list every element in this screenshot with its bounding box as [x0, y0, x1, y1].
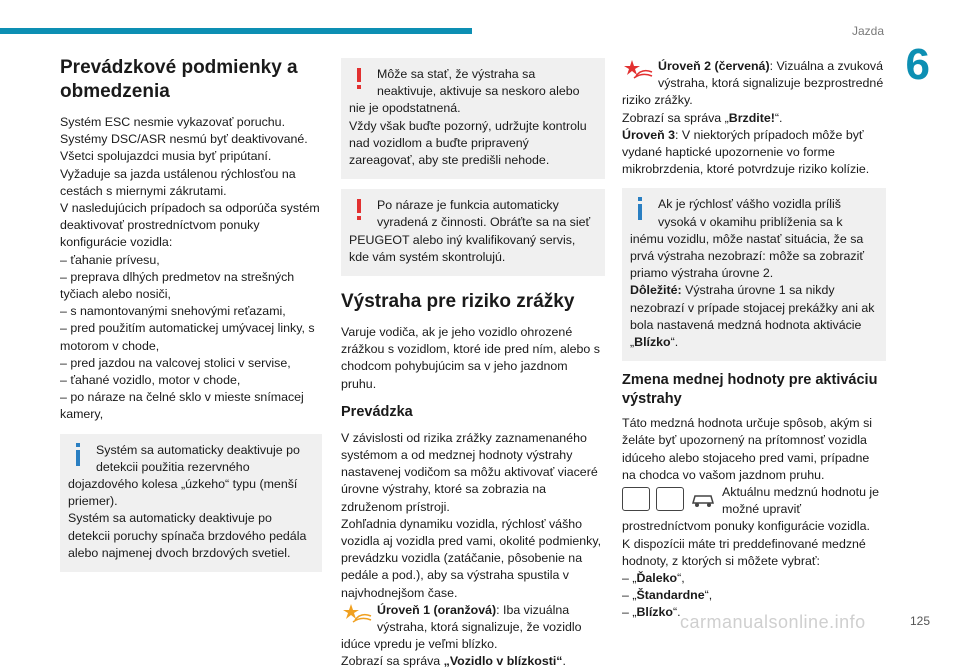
- heading-operating-conditions: Prevádzkové podmienky a obmedzenia: [60, 57, 298, 102]
- warning-text: Po náraze je funkcia automaticky vyradená z činnosti. Obráťte sa na sieť PEUGEOT alebo iný kvalifikovaný servis, kde vám systém skontrolujú.: [349, 198, 591, 264]
- text-line: Všetci spolujazdci musia byť pripútaní.: [60, 149, 272, 164]
- watermark: carmanualsonline.info: [680, 612, 866, 632]
- page-number: 125: [909, 614, 930, 628]
- message-vehicle-close: „Vozidlo v blízkosti“: [443, 654, 563, 669]
- heading-threshold-change: Zmena mednej hodnoty pre aktiváciu výstrahy: [622, 372, 878, 408]
- paragraph: Táto medzná hodnota určuje spôsob, akým si želáte byť upozornený na prítomnosť vozidla idúceho alebo stojaceho pred vami, prípadne na chodca vo vašom jazdnom pruhu.: [622, 416, 873, 482]
- collision-alert-icon: [341, 602, 373, 624]
- option-near: Blízko: [636, 605, 673, 620]
- message-prefix: Zobrazí sa správa „: [622, 110, 729, 125]
- level-1-label: Úroveň 1 (oranžová): [377, 602, 497, 617]
- warning-icon: [349, 197, 373, 223]
- chapter-number: 6: [905, 40, 930, 89]
- list-item: – s namontovanými snehovými reťazami,: [60, 304, 286, 319]
- column-1: [60, 56, 322, 582]
- info-box: [60, 434, 322, 572]
- option-far: Ďaleko: [636, 571, 678, 586]
- paragraph: Aktuálnu medznú hodnotu je možné upraviť prostredníctvom ponuky konfigurácie vozidla.: [622, 485, 880, 534]
- option-item: – „Štandardne“,: [622, 588, 713, 603]
- option-item: – „Blízko“.: [622, 605, 681, 620]
- info-icon: [68, 442, 92, 468]
- text-line: Vyžaduje sa jazda ustálenou rýchlosťou na cestách s miernymi zákrutami.: [60, 166, 296, 198]
- info-text: Výstraha úrovne 1 sa nikdy nezobrazí v prípade stojacej prekážky ani ak bola nastavená medzná hodnota aktivácie „: [630, 283, 875, 350]
- info-text: Ak je rýchlosť vášho vozidla príliš vysoká v okamihu priblíženia sa k inému vozidlu, môže nastať situácia, že sa prvá výstraha nezobrazí: môže sa zobraziť priamo výstraha úrovne 2.: [630, 197, 864, 281]
- list-item: – preprava dlhých predmetov na strešných tyčiach alebo nosiči,: [60, 269, 295, 302]
- text-line: V nasledujúcich prípadoch sa odporúča systém deaktivovať prostredníctvom ponuky konfigurácie vozidla:: [60, 201, 320, 250]
- display-icon: [622, 487, 650, 511]
- warning-icon: [349, 66, 373, 92]
- column-2: [341, 58, 605, 671]
- warning-box: [341, 189, 605, 276]
- text-line: Systém ESC nesmie vykazovať poruchu.: [60, 115, 286, 129]
- important-label: Dôležité:: [630, 283, 682, 298]
- level-3-text: : V niektorých prípadoch môže byť vydané haptické upozornenie vo forme mikrobrzdenia, ktoré potvrdzuje riziko kolízie.: [622, 127, 870, 177]
- info-box: [622, 188, 886, 361]
- paragraph: K dispozícii máte tri preddefinované medzné hodnoty, z ktorých si môžete vybrať:: [622, 536, 866, 568]
- paragraph: V závislosti od rizika zrážky zaznamenaného systémom a od medznej hodnoty výstrahy nastavenej vodičom sa môžu aktivovať viaceré úrovne výstrahy, ktoré sa zobrazia na združenom prístroji.: [341, 430, 598, 514]
- option-close: Blízko: [634, 335, 671, 350]
- info-icon: [630, 196, 654, 222]
- info-suffix: “.: [670, 335, 679, 350]
- column-3: [622, 58, 886, 622]
- info-text: Systém sa automaticky deaktivuje po detekcii použitia rezervného dojazdového kolesa „úzkeho“ typu (menší priemer).: [68, 442, 300, 509]
- section-bar: [0, 28, 472, 34]
- message-suffix: .: [562, 654, 566, 669]
- section-name: Jazda: [851, 24, 884, 38]
- level-1-text: : Iba vizuálna výstraha, ktorá signalizuje, že vozidlo idúce vpredu je veľmi blízko.: [341, 602, 582, 652]
- settings-icon: [656, 487, 684, 511]
- level-3-label: Úroveň 3: [622, 127, 676, 142]
- warning-text: Môže sa stať, že výstraha sa neaktivuje, aktivuje sa neskoro alebo nie je opodstatnená.: [349, 67, 580, 116]
- list-item: – pred jazdou na valcovej stolici v servise,: [60, 355, 291, 370]
- option-standard: Štandardne: [636, 588, 705, 603]
- list-item: – ťahanie prívesu,: [60, 252, 160, 267]
- config-icons: [622, 484, 716, 514]
- level-2-text: : Vizuálna a zvuková výstraha, ktorá signalizuje bezprostredné riziko zrážky.: [622, 59, 884, 108]
- intro-text: Varuje vodiča, ak je jeho vozidlo ohrozené zrážkou s vozidlom, ktoré ide pred ním, alebo s chodcom pohybujúcim sa v jeho jazdnom pruhu.: [341, 325, 600, 391]
- message-brake: Brzdite!: [728, 110, 775, 125]
- message-suffix: “.: [774, 110, 783, 125]
- list-item: – po náraze na čelné sklo v mieste snímacej kamery,: [60, 390, 304, 422]
- level-1-block: [341, 602, 605, 671]
- warning-text: Vždy však buďte pozorný, udržujte kontrolu nad vozidlom a buďte pripravený zareagovať, aby ste predišli nehode.: [349, 118, 587, 168]
- option-item: – „Ďaleko“,: [622, 571, 685, 586]
- text-line: Systémy DSC/ASR nesmú byť deaktivované.: [60, 132, 308, 147]
- collision-alert-icon-red: [622, 58, 654, 80]
- warning-box: [341, 58, 605, 179]
- list-item: – pred použitím automatickej umývacej linky, s motorom v chode,: [60, 321, 315, 353]
- car-icon: [690, 488, 716, 510]
- info-text: Systém sa automaticky deaktivuje po detekcii poruchy spínača brzdového pedála alebo najmenej dvoch brzdových svetiel.: [68, 511, 307, 560]
- level-2-label: Úroveň 2 (červená): [658, 59, 770, 73]
- list-item: – ťahané vozidlo, motor v chode,: [60, 373, 241, 388]
- paragraph: Zohľadnia dynamiku vozidla, rýchlosť vášho vozidla aj vozidla pred vami, okolité podmienky, prevádzku vozidla (zatáčanie, pôsobenie na pedále a pod.), aby sa výstraha spustila v najvhodnejšom čase.: [341, 516, 602, 600]
- config-icons-block: [622, 484, 886, 536]
- message-prefix: Zobrazí sa správa: [341, 654, 444, 669]
- heading-operation: Prevádzka: [341, 403, 413, 420]
- level-2-block: [622, 58, 886, 178]
- heading-collision-warning: Výstraha pre riziko zrážky: [341, 291, 575, 313]
